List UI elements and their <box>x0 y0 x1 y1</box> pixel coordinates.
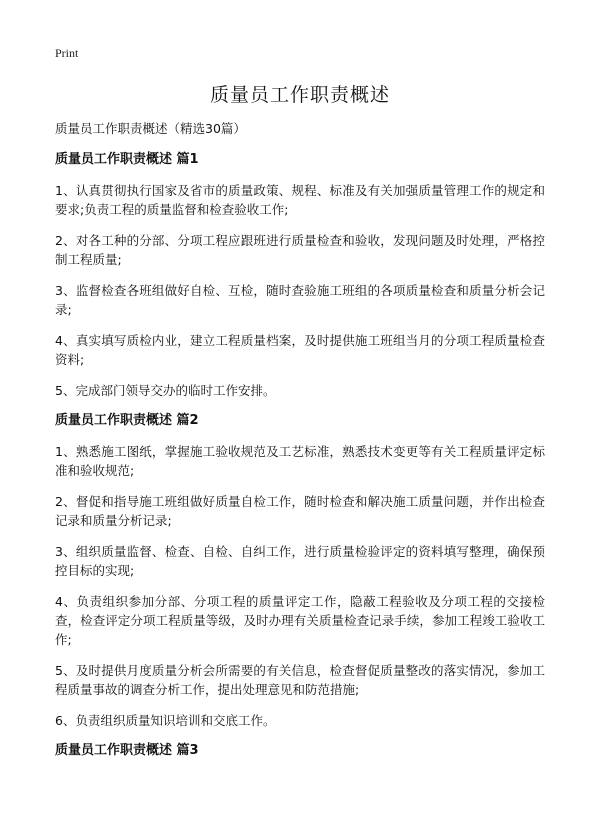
list-item: 3、组织质量监督、检查、自检、自纠工作，进行质量检验评定的资料填写整理，确保预控目标的实现; <box>55 544 545 578</box>
list-item: 2、督促和指导施工班组做好质量自检工作，随时检查和解决施工质量问题，并作出检查记录和质量分析记录; <box>55 494 545 528</box>
list-item: 4、真实填写质检内业，建立工程质量档案，及时提供施工班组当月的分项工程质量检查资料; <box>55 333 545 367</box>
print-link[interactable]: Print <box>55 46 79 60</box>
document-body <box>55 120 545 772</box>
list-item: 2、对各工种的分部、分项工程应跟班进行质量检查和验收，发现问题及时处理，严格控制工程质量; <box>55 233 545 267</box>
section-1 <box>55 151 545 400</box>
list-item: 1、认真贯彻执行国家及省市的质量政策、规程、标准及有关加强质量管理工作的规定和要求;负责工程的质量监督和检查验收工作; <box>55 183 545 217</box>
list-item: 5、完成部门领导交办的临时工作安排。 <box>55 383 276 398</box>
list-item: 5、及时提供月度质量分析会所需要的有关信息，检查督促质量整改的落实情况，参加工程质量事故的调查分析工作，提出处理意见和防范措施; <box>55 663 545 697</box>
list-item: 4、负责组织参加分部、分项工程的质量评定工作，隐蔽工程验收及分项工程的交接检查，检查评定分项工程质量等级，及时办理有关质量检查记录手续，参加工程竣工验收工作; <box>55 594 545 647</box>
section-2 <box>55 412 545 730</box>
list-item: 3、监督检查各班组做好自检、互检，随时查验施工班组的各项质量检查和质量分析会记录; <box>55 283 545 317</box>
section-3 <box>55 742 545 760</box>
page-title: 质量员工作职责概述 <box>209 84 390 106</box>
section-heading: 质量员工作职责概述 篇1 <box>55 152 199 167</box>
section-heading: 质量员工作职责概述 篇3 <box>55 743 199 758</box>
section-heading: 质量员工作职责概述 篇2 <box>55 413 199 428</box>
document-subtitle: 质量员工作职责概述（精选30篇） <box>55 121 246 136</box>
list-item: 6、负责组织质量知识培训和交底工作。 <box>55 713 276 728</box>
list-item: 1、熟悉施工图纸，掌握施工验收规范及工艺标准，熟悉技术变更等有关工程质量评定标准和验收规范; <box>55 444 545 478</box>
